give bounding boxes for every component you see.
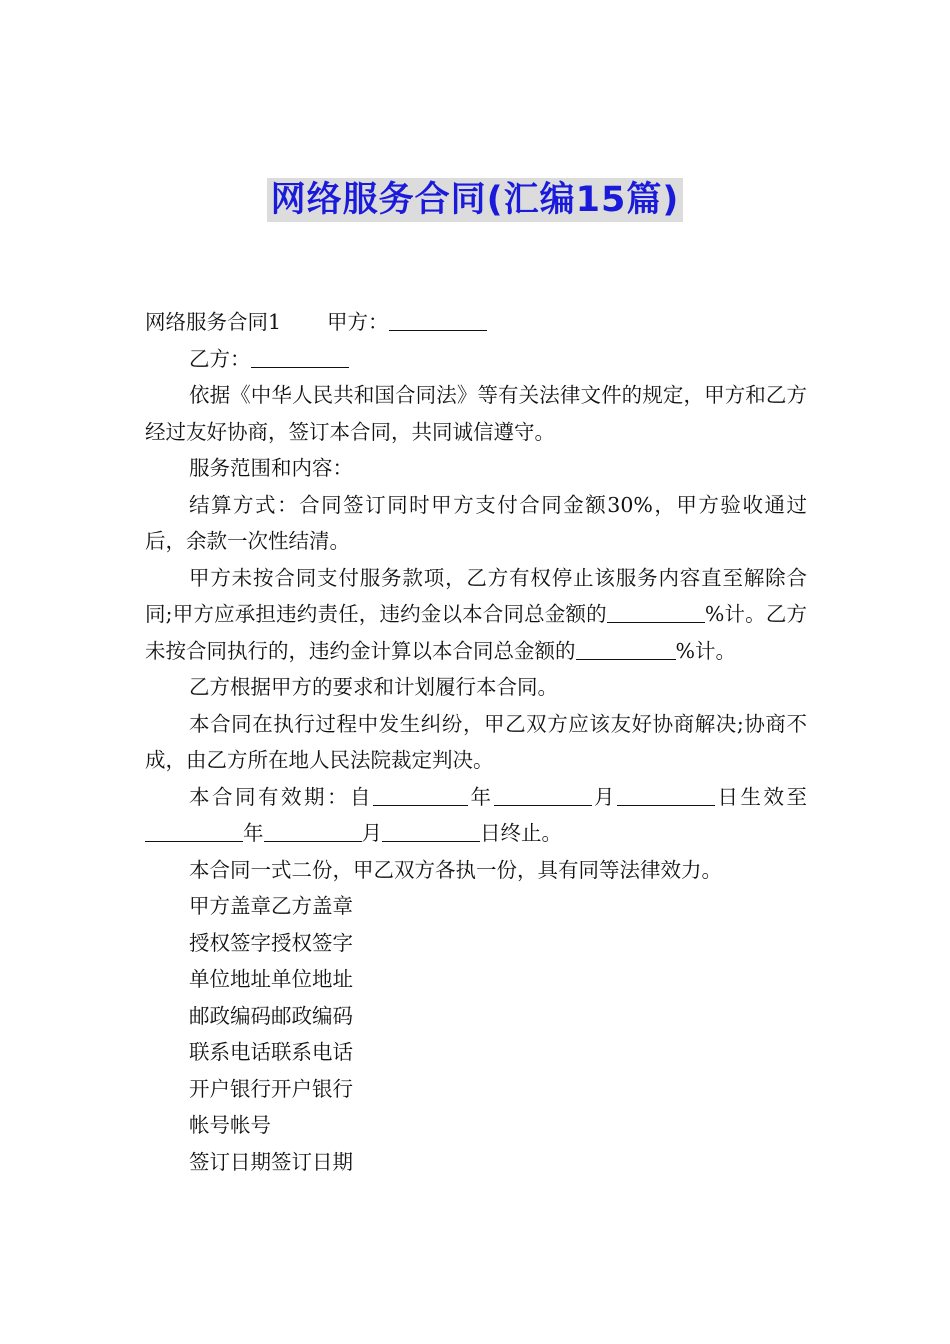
breach-text-c: %计。 xyxy=(675,638,736,663)
signature-line: 开户银行开户银行 xyxy=(189,1076,353,1101)
contract-heading: 网络服务合同1 xyxy=(145,310,282,334)
document-body xyxy=(145,304,807,1180)
breach-text-a: 甲方未按合同支付服务款项，乙方有权停止该服务内容直至解除合同;甲方应承担违约责任，违约金以本合同总金额的 xyxy=(145,565,807,626)
start-day-blank xyxy=(617,783,715,806)
term-text-from: 本合同有效期：自 xyxy=(189,784,373,809)
term-end-month-label: 月 xyxy=(361,821,382,845)
start-year-blank xyxy=(373,783,468,806)
party-a-blank xyxy=(389,309,487,332)
term-month-label: 月 xyxy=(591,784,617,809)
end-month-blank xyxy=(264,820,362,843)
paragraph-dispute: 本合同在执行过程中发生纠纷，甲乙双方应该友好协商解决;协商不成，由乙方所在地人民法院裁定判决。 xyxy=(145,711,807,772)
term-day-end-label: 日终止。 xyxy=(480,821,562,845)
party-a-label: 甲方： xyxy=(327,310,389,334)
paragraph-term xyxy=(145,779,807,852)
paragraph-breach xyxy=(145,560,807,670)
breach-rate-blank-a xyxy=(607,601,705,624)
signature-line: 甲方盖章乙方盖章 xyxy=(189,894,353,918)
paragraph-heading xyxy=(145,304,807,341)
signature-line: 邮政编码邮政编码 xyxy=(189,1003,353,1028)
paragraph-basis: 依据《中华人民共和国合同法》等有关法律文件的规定，甲方和乙方经过友好协商，签订本合同，共同诚信遵守。 xyxy=(145,383,807,444)
term-end-year-label: 年 xyxy=(243,821,264,845)
paragraph-party-b xyxy=(145,341,807,378)
document-title: 网络服务合同(汇编15篇) xyxy=(267,178,684,222)
end-day-blank xyxy=(382,820,480,843)
term-day-start-label: 日生效至 xyxy=(715,784,807,809)
start-month-blank xyxy=(494,783,592,806)
paragraph-settlement: 结算方式：合同签订同时甲方支付合同金额30%，甲方验收通过后，余款一次性结清。 xyxy=(145,492,807,553)
term-year-label: 年 xyxy=(468,784,494,809)
signature-line: 单位地址单位地址 xyxy=(189,967,353,991)
party-b-label: 乙方： xyxy=(189,346,251,371)
title-container xyxy=(0,178,950,222)
signature-line: 授权签字授权签字 xyxy=(189,930,353,955)
signature-line: 联系电话联系电话 xyxy=(189,1040,353,1064)
signature-line: 帐号帐号 xyxy=(189,1113,271,1137)
signature-line: 签订日期签订日期 xyxy=(189,1149,353,1174)
party-b-blank xyxy=(251,345,349,368)
paragraph-scope: 服务范围和内容： xyxy=(189,456,353,480)
breach-text-b: %计。乙方未按合同执行的，违约金计算以本合同总金额的 xyxy=(145,602,808,663)
end-year-blank xyxy=(145,820,243,843)
paragraph-perform: 乙方根据甲方的要求和计划履行本合同。 xyxy=(189,675,558,699)
breach-rate-blank-b xyxy=(576,637,676,660)
paragraph-copies: 本合同一式二份，甲乙双方各执一份，具有同等法律效力。 xyxy=(189,857,722,882)
